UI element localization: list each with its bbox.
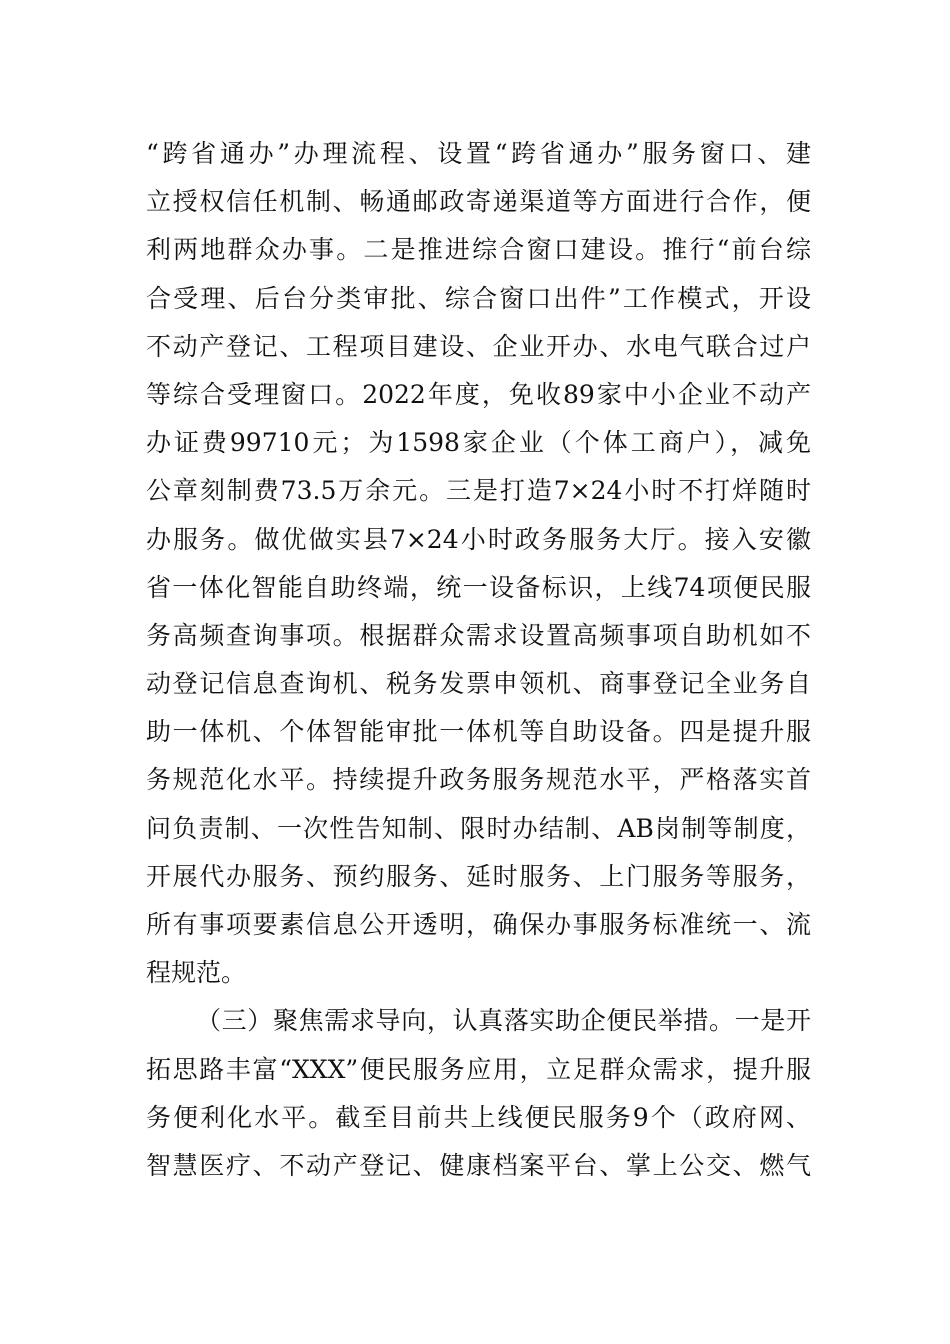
text-line: 所有事项要素信息公开透明，确保办事服务标准统一、流 bbox=[146, 910, 811, 939]
text-line: 智慧医疗、不动产登记、健康档案平台、掌上公交、燃气 bbox=[146, 1150, 811, 1180]
text-line: 问负责制、一次性告知制、限时办结制、AB岗制等制度， bbox=[146, 813, 811, 843]
text-line: 不动产登记、工程项目建设、企业开办、水电气联合过户 bbox=[146, 331, 811, 361]
text-line: 拓思路丰富“XXX”便民服务应用，立足群众需求，提升服 bbox=[146, 1054, 811, 1084]
text-line: 开展代办服务、预约服务、延时服务、上门服务等服务， bbox=[146, 861, 811, 891]
text-line: 务高频查询事项。根据群众需求设置高频事项自助机如不 bbox=[146, 620, 811, 650]
text-line: 等综合受理窗口。2022年度，免收89家中小企业不动产 bbox=[146, 379, 811, 409]
text-line: 务规范化水平。持续提升政务服务规范水平，严格落实首 bbox=[146, 765, 811, 795]
body-text bbox=[146, 130, 811, 1190]
text-line: 办证费99710元；为1598家企业（个体工商户），减免 bbox=[146, 428, 811, 458]
text-line: 助一体机、个体智能审批一体机等自助设备。四是提升服 bbox=[146, 717, 811, 747]
text-line: 动登记信息查询机、税务发票申领机、商事登记全业务自 bbox=[146, 669, 811, 699]
text-line: 省一体化智能自助终端，统一设备标识，上线74项便民服 bbox=[146, 572, 811, 602]
text-line: （三）聚焦需求导向，认真落实助企便民举措。一是开 bbox=[196, 1006, 811, 1036]
text-line: 利两地群众办事。二是推进综合窗口建设。推行“前台综 bbox=[146, 235, 811, 265]
text-line: 办服务。做优做实县7×24小时政务服务大厅。接入安徽 bbox=[146, 524, 811, 554]
text-line: 务便利化水平。截至目前共上线便民服务9个（政府网、 bbox=[146, 1102, 811, 1132]
text-line: 立授权信任机制、畅通邮政寄递渠道等方面进行合作，便 bbox=[146, 187, 811, 217]
text-line: 公章刻制费73.5万余元。三是打造7×24小时不打烊随时 bbox=[146, 476, 811, 506]
text-line: “跨省通办”办理流程、设置“跨省通办”服务窗口、建 bbox=[146, 139, 811, 168]
text-line: 程规范。 bbox=[146, 958, 247, 988]
text-line: 合受理、后台分类审批、综合窗口出件”工作模式，开设 bbox=[146, 283, 811, 313]
